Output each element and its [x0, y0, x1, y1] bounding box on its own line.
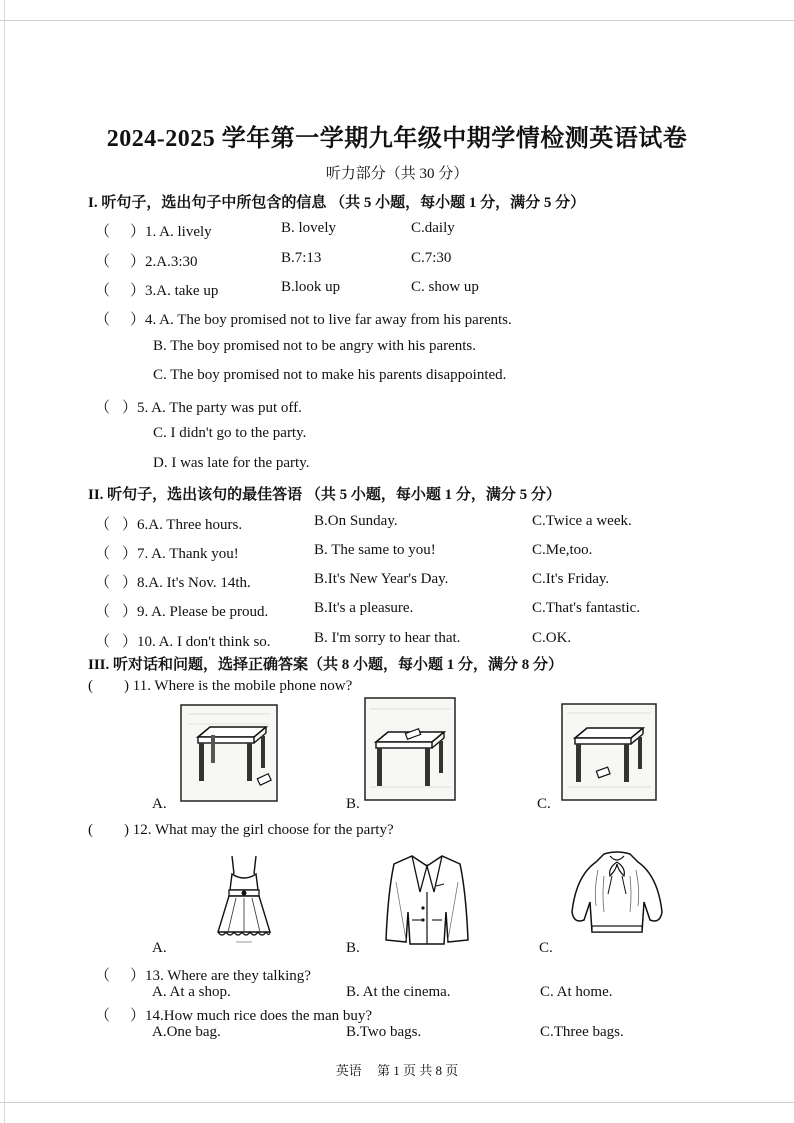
answer-blank: （ [95, 254, 111, 270]
answer-blank: （ [95, 312, 111, 328]
answer-blank: （ [95, 604, 111, 620]
q13-option-b: B. At the cinema. [346, 984, 451, 1000]
q14-option-b: B.Two bags. [346, 1024, 422, 1040]
section-2-heading: II. 听句子，选出该句的最佳答语 （共 5 小题，每小题 1 分，满分 5 分） [88, 487, 561, 503]
q11-stem: ) 11. Where is the mobile phone now? [124, 678, 353, 694]
q8-option-a: ）8.A. It's Nov. 14th. [122, 575, 251, 591]
answer-blank: ( [88, 822, 93, 838]
answer-blank: （ [95, 400, 111, 416]
dress-image [212, 852, 276, 944]
q13-stem: ）13. Where are they talking? [130, 968, 311, 984]
q8-option-b: B.It's New Year's Day. [314, 571, 449, 587]
q8-option-c: C.It's Friday. [532, 571, 610, 587]
q5-option-a: ）5. A. The party was put off. [122, 400, 302, 416]
q7-option-c: C.Me,too. [532, 542, 593, 558]
q12-option-c: C. [539, 940, 553, 956]
answer-blank: （ [95, 517, 111, 533]
q14-option-a: A.One bag. [152, 1024, 221, 1040]
q3-option-a: ）3.A. take up [130, 283, 219, 299]
q13-option-a: A. At a shop. [152, 984, 231, 1000]
q5-option-c: C. I didn't go to the party. [153, 425, 307, 441]
q14-stem: ）14.How much rice does the man buy? [130, 1008, 373, 1024]
q4-option-b: B. The boy promised not to be angry with his parents. [153, 338, 477, 354]
q11-option-b: B. [346, 796, 360, 812]
q9-option-a: ）9. A. Please be proud. [122, 604, 269, 620]
q12-option-a: A. [152, 940, 167, 956]
q10-option-c: C.OK. [532, 630, 572, 646]
q2-option-b: B.7:13 [281, 250, 322, 266]
footer-subject: 英语 [335, 1063, 362, 1078]
q9-option-c: C.That's fantastic. [532, 600, 641, 616]
q4-option-c: C. The boy promised not to make his parents disappointed. [153, 367, 507, 383]
q9-option-b: B.It's a pleasure. [314, 600, 414, 616]
answer-blank: （ [95, 283, 111, 299]
suit-jacket-image [382, 852, 472, 946]
table-phone-under-image [180, 704, 278, 802]
footer-page-number: 第 1 页 共 8 页 [377, 1063, 459, 1078]
q14-option-c: C.Three bags. [540, 1024, 624, 1040]
q11-option-c: C. [537, 796, 551, 812]
q1-option-c: C.daily [411, 220, 455, 236]
table-phone-beside-image [561, 703, 657, 801]
q12-option-b: B. [346, 940, 360, 956]
answer-blank: （ [95, 575, 111, 591]
answer-blank: ( [88, 678, 93, 694]
scan-edge-bottom [0, 1102, 794, 1103]
q11-option-a: A. [152, 796, 167, 812]
q2-option-c: C.7:30 [411, 250, 452, 266]
q7-option-a: ）7. A. Thank you! [122, 546, 239, 562]
q2-option-a: ）2.A.3:30 [130, 254, 198, 270]
section-3-heading: III. 听对话和问题，选择正确答案（共 8 小题，每小题 1 分，满分 8 分） [88, 657, 564, 673]
answer-blank: （ [95, 224, 111, 240]
q6-option-b: B.On Sunday. [314, 513, 398, 529]
table-phone-on-image [364, 697, 456, 801]
answer-blank: （ [95, 1008, 111, 1024]
blouse-image [568, 846, 666, 942]
q10-option-a: ）10. A. I don't think so. [122, 634, 271, 650]
section-1-heading: I. 听句子，选出句子中所包含的信息 （共 5 小题，每小题 1 分，满分 5 分） [88, 195, 586, 211]
q12-stem: ) 12. What may the girl choose for the party? [124, 822, 394, 838]
q6-option-a: ）6.A. Three hours. [122, 517, 243, 533]
q3-option-b: B.look up [281, 279, 341, 295]
scan-edge-top [0, 20, 794, 21]
q1-option-a: ）1. A. lively [130, 224, 212, 240]
q3-option-c: C. show up [411, 279, 479, 295]
page-footer [0, 1060, 794, 1079]
q10-option-b: B. I'm sorry to hear that. [314, 630, 461, 646]
q4-option-a: ）4. A. The boy promised not to live far away from his parents. [130, 312, 512, 328]
q6-option-c: C.Twice a week. [532, 513, 632, 529]
answer-blank: （ [95, 634, 111, 650]
q5-option-d: D. I was late for the party. [153, 455, 310, 471]
q13-option-c: C. At home. [540, 984, 613, 1000]
q1-option-b: B. lovely [281, 220, 336, 236]
exam-title: 2024-2025 学年第一学期九年级中期学情检测英语试卷 [106, 126, 688, 152]
listening-subtitle: 听力部分（共 30 分） [325, 166, 469, 182]
answer-blank: （ [95, 546, 111, 562]
q7-option-b: B. The same to you! [314, 542, 436, 558]
answer-blank: （ [95, 968, 111, 984]
